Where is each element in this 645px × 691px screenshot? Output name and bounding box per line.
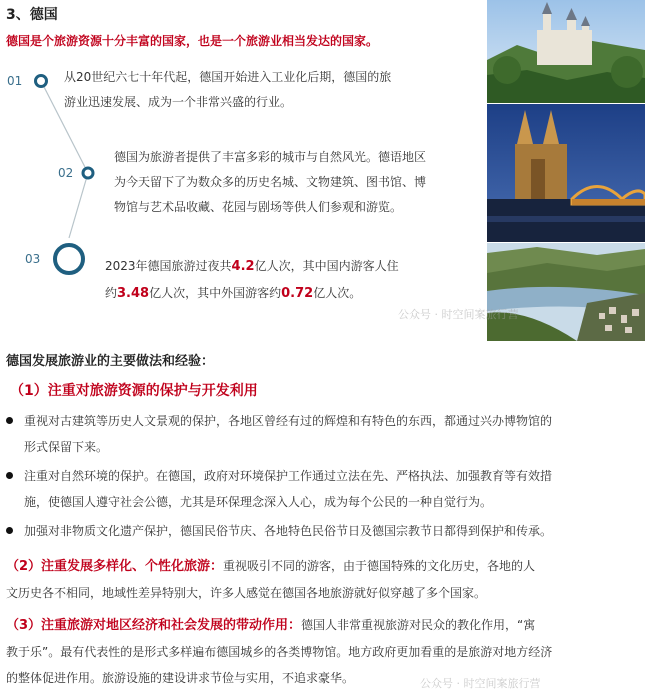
paragraph-2: （2）注重发展多样化、个性化旅游：重视吸引不同的游客，由于德国特殊的文化历史，各地的人 文历史各不相同，地域性差异特别大，许多人感觉在德国各地旅游就好似穿越了多个国家。 bbox=[6, 559, 536, 600]
timeline-number-3: 03 bbox=[25, 252, 41, 266]
timeline-line: 为今天留下了为数众多的历史名城、文物建筑、图书馆、博 bbox=[114, 175, 427, 189]
bullet-item: 重视对古建筑等历史人文景观的保护，各地区曾经有过的辉煌和有特色的东西，都通过兴办博物馆的 形式保留下来。 bbox=[6, 408, 638, 460]
page-title: 3、德国 bbox=[6, 7, 58, 23]
castle-photo bbox=[487, 0, 645, 103]
page-subtitle: 德国是个旅游资源十分丰富的国家，也是一个旅游业相当发达的国家。 bbox=[6, 34, 379, 48]
watermark: 公众号 · 时空间案旅行营 bbox=[398, 308, 519, 321]
timeline-line: 物馆与艺术品收藏、花园与剧场等供人们参观和游览。 bbox=[114, 200, 403, 214]
paragraph-2-lead: （2）注重发展多样化、个性化旅游： bbox=[6, 559, 224, 574]
timeline-text-2 bbox=[114, 145, 426, 220]
timeline-node-3 bbox=[55, 245, 83, 273]
stat-highlight: 0.72 bbox=[281, 286, 314, 301]
bullet-dot-icon bbox=[6, 527, 13, 534]
timeline-line: 从20世纪六七十年代起，德国开始进入工业化后期，德国的旅 bbox=[64, 70, 392, 84]
bullet-dot-icon bbox=[6, 417, 13, 424]
cathedral-night-photo bbox=[487, 104, 645, 242]
timeline-connector-2 bbox=[69, 173, 88, 238]
timeline-text-3 bbox=[105, 253, 399, 307]
bullet-item: 注重对自然环境的保护。在德国，政府对环境保护工作通过立法在先、严格执法、加强教育等有效措 施，使德国人遵守社会公德，尤其是环保理念深入人心，成为每个公民的一种自觉行为。 bbox=[6, 463, 638, 515]
timeline-text-1 bbox=[64, 65, 391, 115]
bottom-watermark: 公众号 · 时空间案旅行营 bbox=[420, 677, 541, 690]
paragraph-3: （3）注重旅游对地区经济和社会发展的带动作用：德国人非常重视旅游对民众的教化作用，“寓 教于乐”。最有代表性的是形式多样遍布德国城乡的各类博物馆。地方政府更加看重的是旅游对地方经济 的整体促进作用。旅游设施的建设讲求节俭与实用，不追求豪华。 bbox=[6, 618, 553, 685]
timeline-node-1 bbox=[36, 76, 47, 87]
timeline-number-2: 02 bbox=[58, 166, 74, 180]
paragraph-3-lead: （3）注重旅游对地区经济和社会发展的带动作用： bbox=[6, 618, 302, 633]
timeline-line: 游业迅速发展、成为一个非常兴盛的行业。 bbox=[64, 95, 293, 109]
timeline-line: 德国为旅游者提供了丰富多彩的城市与自然风光。德语地区 bbox=[114, 150, 427, 164]
timeline-number-1: 01 bbox=[7, 74, 23, 88]
bullet-dot-icon bbox=[6, 472, 13, 479]
section-heading: 德国发展旅游业的主要做法和经验： bbox=[6, 354, 215, 369]
timeline-node-2 bbox=[83, 168, 93, 178]
river-valley-photo bbox=[487, 243, 645, 341]
timeline-line: 2023年德国旅游过夜共4.2亿人次，其中国内游客人住 bbox=[105, 259, 399, 274]
stat-highlight: 4.2 bbox=[231, 259, 255, 274]
bullet-item: 加强对非物质文化遗产保护，德国民俗节庆、各地特色民俗节日及德国宗教节日都得到保护和传承。 bbox=[6, 518, 638, 544]
subsection-1-title: （1）注重对旅游资源的保护与开发利用 bbox=[10, 383, 258, 399]
timeline-line: 约3.48亿人次，其中外国游客约0.72亿人次。 bbox=[105, 286, 362, 301]
stat-highlight: 3.48 bbox=[117, 286, 150, 301]
